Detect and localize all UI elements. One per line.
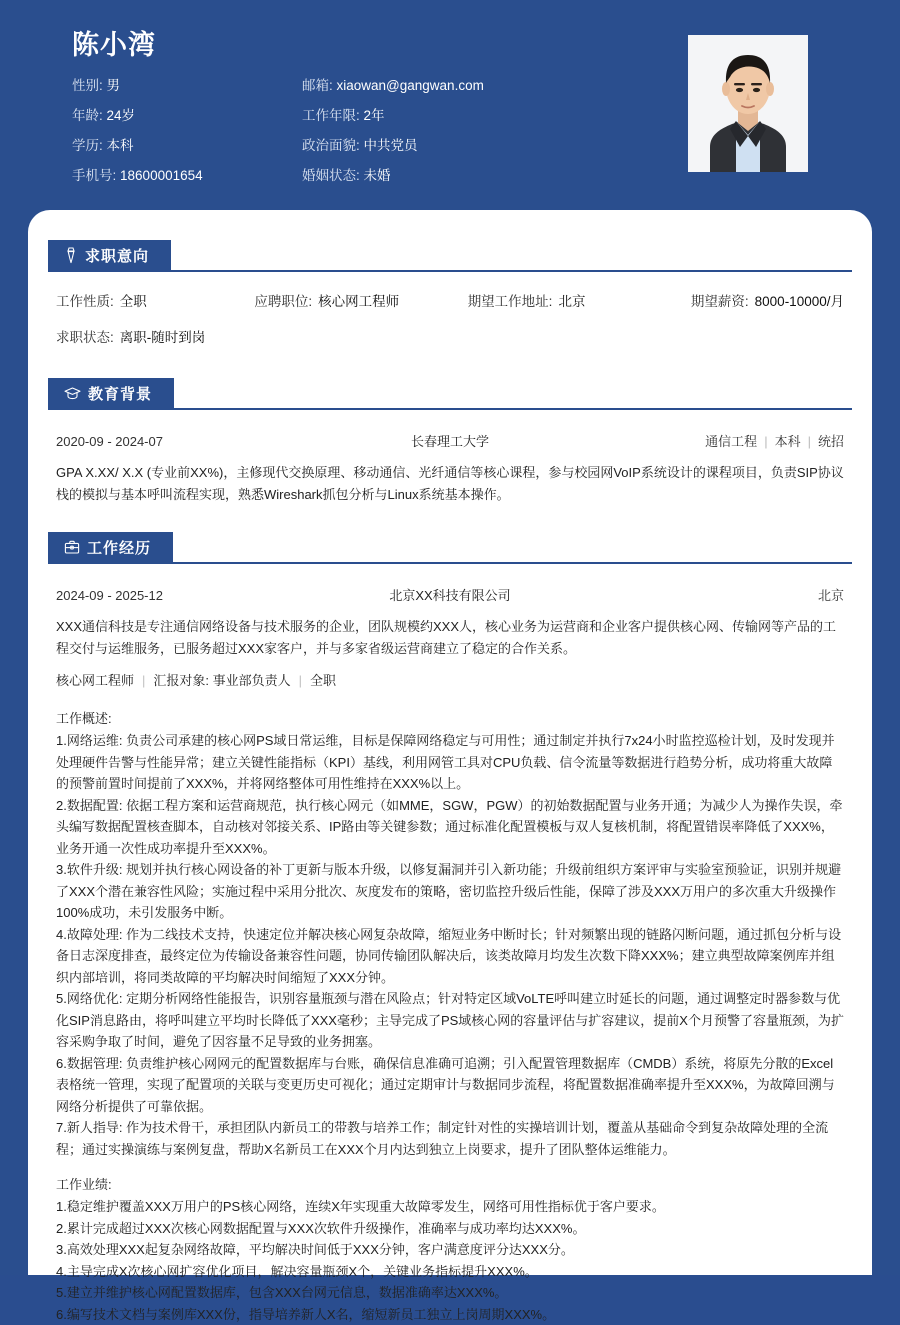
list-item: 6.编写技术文档与案例库XXX份，指导培养新人X名，缩短新员工独立上岗周期XXX%。	[56, 1304, 844, 1325]
info-work-years: 工作年限: 2年	[302, 106, 900, 126]
section-header-work-experience	[28, 532, 872, 562]
intent-job-status: 求职状态: 离职-随时到岗	[56, 328, 256, 348]
info-education-level: 学历: 本科	[72, 136, 302, 156]
section-body-work-experience	[28, 562, 872, 1325]
section-work-experience	[28, 532, 872, 1325]
education-date: 2020-09 - 2024-07	[56, 432, 356, 452]
briefcase-icon	[64, 540, 80, 555]
intent-row-2	[56, 312, 844, 352]
tie-icon	[64, 247, 78, 264]
education-admission: 统招	[818, 434, 844, 449]
intent-job-nature: 工作性质: 全职	[56, 292, 254, 312]
info-political-status: 政治面貌: 中共党员	[302, 136, 900, 156]
section-title-work-experience: 工作经历	[87, 537, 151, 558]
work-overview-list	[56, 730, 844, 1160]
list-item: 5.建立并维护核心网配置数据库，包含XXX台网元信息，数据准确率达XXX%。	[56, 1282, 844, 1304]
section-job-intention	[28, 240, 872, 352]
work-overview-title: 工作概述:	[56, 692, 844, 730]
section-title-education: 教育背景	[88, 383, 152, 404]
info-gender: 性别: 男	[72, 76, 302, 96]
list-item: 6.数据管理: 负责维护核心网网元的配置数据库与台账，确保信息准确可追溯；引入配置管理数据库（CMDB）系统，将原先分散的Excel表格统一管理，实现了配置项的关联与变更历史可视化；通过定期审计与数据同步流程，将配置数据准确率提升至XXX%，为故障回溯与网络分析提供了可靠依据。	[56, 1053, 844, 1118]
list-item: 7.新人指导: 作为技术骨干，承担团队内新员工的带教与培养工作；制定针对性的实操培训计划，覆盖从基础命令到复杂故障处理的全流程；通过实操演练与案例复盘，帮助X名新员工在XXX个月内达到独立上岗要求，提升了团队整体运维能力。	[56, 1117, 844, 1160]
list-item: 1.网络运维: 负责公司承建的核心网PS域日常运维，目标是保障网络稳定与可用性；通过制定并执行7x24小时监控巡检计划，及时发现并处理硬件告警与性能异常；建立关键性能指标（KPI）基线，利用网管工具对CPU负载、信令流量等数据进行趋势分析，成功将重大故障的预警前置时间提前了XXX%，并将网络整体可用性维持在XXX%以上。	[56, 730, 844, 795]
work-achievement-list	[56, 1196, 844, 1325]
education-meta-row	[56, 408, 844, 452]
divider: |	[142, 673, 145, 688]
list-item: 2.累计完成超过XXX次核心网数据配置与XXX次软件升级操作，准确率与成功率均达XXX%。	[56, 1218, 844, 1240]
intent-expected-location: 期望工作地址: 北京	[468, 292, 691, 312]
section-header-education	[28, 378, 872, 408]
divider: |	[808, 434, 811, 449]
section-rule	[48, 270, 852, 272]
list-item: 4.故障处理: 作为二线技术支持，快速定位并解决核心网复杂故障，缩短业务中断时长；针对频繁出现的链路闪断问题，通过抓包分析与设备日志深度排查，最终定位为传输设备兼容性问题，协同传输团队解决后，该类故障月均发生次数下降XXX%；建立典型故障案例库并组织内部培训，将同类故障的平均解决时间缩短了XXX分钟。	[56, 924, 844, 989]
info-phone: 手机号: 18600001654	[72, 166, 302, 186]
section-rule	[48, 408, 852, 410]
section-education	[28, 378, 872, 506]
work-company: 北京XX科技有限公司	[356, 586, 544, 606]
list-item: 4.主导完成X次核心网扩容优化项目，解决容量瓶颈X个，关键业务指标提升XXX%。	[56, 1261, 844, 1283]
info-marital-status: 婚姻状态: 未婚	[302, 166, 900, 186]
work-role-line	[56, 660, 844, 692]
section-body-education	[28, 408, 872, 506]
work-achievement-title: 工作业绩:	[56, 1174, 844, 1196]
education-detail	[544, 432, 844, 452]
resume-header	[0, 0, 900, 210]
graduation-cap-icon	[64, 386, 81, 401]
section-tab-job-intention	[48, 240, 171, 270]
intent-row-1	[56, 270, 844, 312]
info-email: 邮箱: xiaowan@gangwan.com	[302, 76, 900, 96]
resume-card	[28, 210, 872, 1275]
education-description: GPA X.XX/ X.X (专业前XX%)，主修现代交换原理、移动通信、光纤通信等核心课程，参与校园网VoIP系统设计的课程项目，负责SIP协议栈的模拟与基本呼叫流程实现，熟悉Wireshark抓包分析与Linux系统基本操作。	[56, 452, 844, 506]
work-report-to: 汇报对象: 事业部负责人	[153, 673, 290, 688]
education-major: 通信工程	[705, 434, 757, 449]
education-degree: 本科	[775, 434, 801, 449]
avatar	[688, 35, 808, 172]
list-item: 1.稳定维护覆盖XXX万用户的PS核心网络，连续X年实现重大故障零发生，网络可用性指标优于客户要求。	[56, 1196, 844, 1218]
section-header-job-intention	[28, 240, 872, 270]
work-job-type: 全职	[310, 673, 336, 688]
info-age: 年龄: 24岁	[72, 106, 302, 126]
work-meta-row	[56, 562, 844, 606]
intent-expected-salary: 期望薪资: 8000-10000/月	[691, 292, 844, 312]
section-title-job-intention: 求职意向	[85, 245, 149, 266]
section-tab-work-experience	[48, 532, 173, 562]
education-school: 长春理工大学	[356, 432, 544, 452]
work-date: 2024-09 - 2025-12	[56, 586, 356, 606]
list-item: 3.高效处理XXX起复杂网络故障，平均解决时间低于XXX分钟，客户满意度评分达XXX分。	[56, 1239, 844, 1261]
section-tab-education	[48, 378, 174, 408]
section-body-job-intention	[28, 270, 872, 352]
work-position: 核心网工程师	[56, 673, 134, 688]
intent-target-position: 应聘职位: 核心网工程师	[254, 292, 467, 312]
list-item: 2.数据配置: 依据工程方案和运营商规范，执行核心网元（如MME，SGW，PGW）的初始数据配置与业务开通；为减少人为操作失误，牵头编写数据配置核查脚本，自动核对邻接关系、IP路由等关键参数；通过标准化配置模板与双人复核机制，将配置错误率降低了XXX%，业务开通一次性成功率提升至XXX%。	[56, 795, 844, 860]
list-item: 5.网络优化: 定期分析网络性能报告，识别容量瓶颈与潜在风险点；针对特定区域VoLTE呼叫建立时延长的问题，通过调整定时器参数与优化SIP消息路由，将呼叫建立平均时长降低了XXX毫秒；主导完成了PS域核心网的容量评估与扩容建议，提前X个月预警了容量瓶颈，为扩容采购争取了时间，避免了因容量不足导致的业务拥塞。	[56, 988, 844, 1053]
work-location: 北京	[544, 586, 844, 606]
divider: |	[764, 434, 767, 449]
divider: |	[299, 673, 302, 688]
work-company-intro: XXX通信科技是专注通信网络设备与技术服务的企业，团队规模约XXX人，核心业务为运营商和企业客户提供核心网、传输网等产品的工程交付与运维服务，已服务超过XXX家客户，并与多家省级运营商建立了稳定的合作关系。	[56, 606, 844, 660]
section-rule	[48, 562, 852, 564]
list-item: 3.软件升级: 规划并执行核心网设备的补丁更新与版本升级，以修复漏洞并引入新功能；升级前组织方案评审与实验室预验证，识别并规避了XXX个潜在兼容性风险；实施过程中采用分批次、灰度发布的策略，密切监控升级后性能，保障了涉及XXX万用户的多次重大升级操作100%成功，未引发服务中断。	[56, 859, 844, 924]
candidate-name: 陈小湾	[72, 28, 900, 62]
